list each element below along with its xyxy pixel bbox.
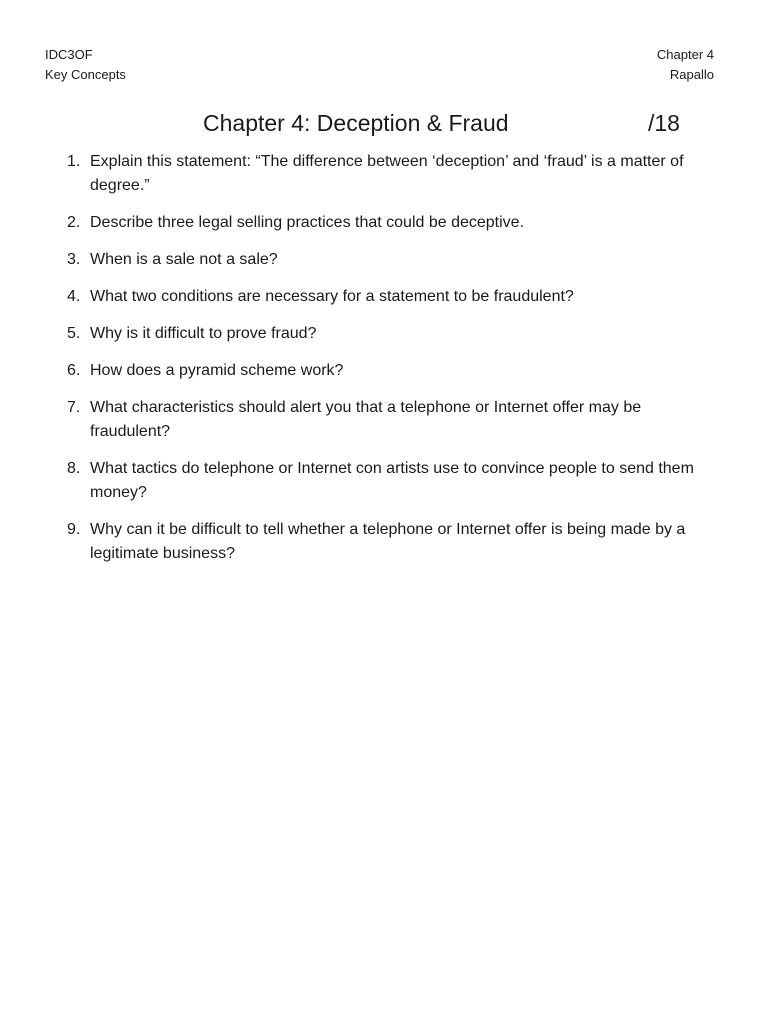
author-name: Rapallo: [669, 67, 714, 82]
question-item: [0, 322, 768, 346]
question-item: [0, 211, 768, 235]
question-number: 6.: [67, 362, 81, 379]
question-item: [0, 396, 768, 444]
score-total: /18: [648, 110, 680, 136]
question-list: [0, 150, 768, 579]
question-number: 4.: [67, 288, 81, 305]
question-text: Explain this statement: “The difference between ‘deception’ and ‘fraud’ is a matter of degree.”: [90, 153, 684, 194]
question-text: When is a sale not a sale?: [90, 251, 278, 268]
question-number: 2.: [67, 214, 81, 231]
title-row: [0, 110, 768, 142]
chapter-label: Chapter 4: [656, 47, 714, 62]
question-number: 8.: [67, 460, 81, 477]
question-item: [0, 285, 768, 309]
header-right: [657, 45, 714, 85]
question-number: 3.: [67, 251, 81, 268]
question-item: [0, 359, 768, 383]
question-item: [0, 518, 768, 566]
question-item: [0, 150, 768, 198]
question-item: [0, 248, 768, 272]
question-item: [0, 457, 768, 505]
question-text: What characteristics should alert you that a telephone or Internet offer may be fraudulent?: [90, 399, 642, 440]
question-number: 1.: [67, 153, 81, 170]
question-text: How does a pyramid scheme work?: [90, 362, 344, 379]
header-left: [45, 45, 126, 85]
document-type: Key Concepts: [45, 67, 126, 82]
question-text: Describe three legal selling practices that could be deceptive.: [90, 214, 525, 231]
question-text: Why can it be difficult to tell whether a telephone or Internet offer is being made by a legitimate business?: [90, 521, 686, 562]
question-text: What tactics do telephone or Internet con artists use to convince people to send them money?: [90, 460, 694, 501]
question-number: 9.: [67, 521, 81, 538]
course-code: IDC3OF: [45, 47, 93, 62]
question-text: What two conditions are necessary for a statement to be fraudulent?: [90, 288, 574, 305]
question-text: Why is it difficult to prove fraud?: [90, 325, 317, 342]
question-number: 7.: [67, 399, 81, 416]
question-number: 5.: [67, 325, 81, 342]
page-title: Chapter 4: Deception & Fraud: [203, 110, 509, 136]
